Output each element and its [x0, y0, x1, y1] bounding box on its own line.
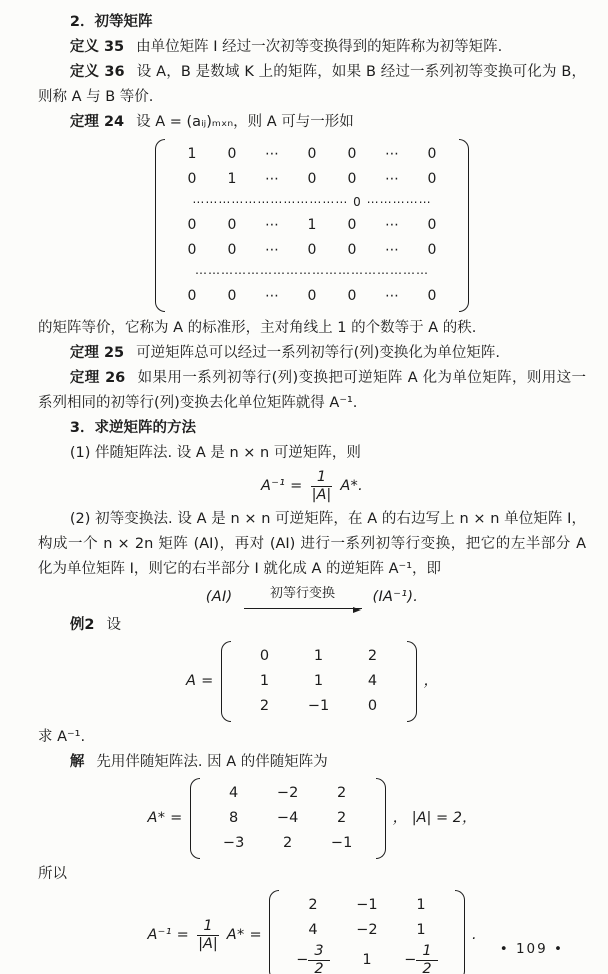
- adjoint-formula-lhs: A⁻¹ =: [260, 478, 303, 494]
- matrix-a-inverse: [269, 890, 465, 974]
- paragraph-theorem-24: [38, 110, 586, 135]
- page-number: • 109 •: [499, 941, 564, 957]
- paragraph-definition-35: [38, 35, 586, 60]
- right-parenthesis: [407, 641, 417, 722]
- arrow-label: 初等行变换: [270, 586, 336, 601]
- standard-form-matrix-body: 1 0 ⋯ 0 0 ⋯ 0 0 1 ⋯ 0 0 ⋯ 0 ⋯⋯⋯⋯⋯⋯⋯⋯⋯⋯⋯⋯ 0 ⋯⋯⋯⋯⋯ 0 0 ⋯ 1 0 ⋯ 0 0 0 ⋯ 0 0 ⋯ 0 ⋯⋯⋯⋯⋯⋯⋯⋯⋯⋯⋯⋯⋯⋯⋯⋯⋯⋯ 0 0 ⋯ 0 0 ⋯ 0: [187, 146, 437, 304]
- section-heading-elementary-matrices: 2．初等矩阵: [69, 14, 153, 30]
- paragraph-find-inverse: 求 A⁻¹.: [38, 729, 86, 745]
- left-parenthesis: [269, 890, 279, 974]
- fraction-one-over-det-a: [310, 469, 334, 504]
- definition-36-text: 设 A，B 是数域 K 上的矩阵，如果 B 经过一系列初等变换可化为 B，则称 A 与 B 等价.: [38, 64, 586, 105]
- right-parenthesis: [459, 139, 469, 312]
- inverse-tail: .: [471, 927, 477, 943]
- fraction-numerator: 1: [311, 469, 332, 487]
- paragraph-theorem-26: [38, 366, 586, 416]
- right-arrow-icon: [244, 602, 362, 609]
- standard-form-matrix-display: [38, 139, 586, 312]
- section-heading-inverse-methods: 3．求逆矩阵的方法: [69, 420, 196, 436]
- theorem-25-text: 可逆矩阵总可以经过一系列初等行(列)变换化为单位矩阵.: [136, 345, 501, 361]
- right-parenthesis: [376, 778, 386, 859]
- matrix-a-star: [190, 778, 386, 859]
- example-2-text: 设: [106, 617, 121, 633]
- matrix-a-inverse-body: 2 −1 1 4 −2 1 − $\frac{3}{2}$ 1 − $\frac{1}{2}$: [282, 890, 452, 974]
- solution-label: 解: [69, 754, 85, 770]
- elementary-transform-arrow-formula: [38, 585, 586, 610]
- adjugate-tail-determinant: ， |A| = 2，: [392, 810, 477, 826]
- matrix-a: [221, 641, 417, 722]
- paragraph-example-2: [38, 613, 586, 638]
- adjoint-inverse-formula: [38, 469, 586, 504]
- paragraph-after-matrix: 的矩阵等价，它称为 A 的标准形，主对角线上 1 的个数等于 A 的秩.: [38, 320, 477, 336]
- paragraph-therefore: 所以: [38, 866, 67, 882]
- fraction-denominator: |A|: [198, 936, 218, 952]
- paragraph-solution: [38, 750, 586, 775]
- fraction-numerator: 1: [197, 918, 218, 936]
- adjugate-matrix-equation: [38, 778, 586, 859]
- fraction-one-over-det-a: [196, 918, 220, 953]
- inverse-mid: A* =: [226, 927, 262, 943]
- fraction-denominator: |A|: [311, 487, 332, 503]
- theorem-24-label: 定理 24: [69, 114, 125, 130]
- paragraph-definition-36: [38, 60, 586, 110]
- definition-35-text: 由单位矩阵 I 经过一次初等变换得到的矩阵称为初等矩阵.: [136, 39, 503, 55]
- theorem-26-text: 如果用一系列初等行(列)变换把可逆矩阵 A 化为单位矩阵，则用这一系列相同的初等行(列)变换去化单位矩阵就得 A⁻¹.: [38, 370, 587, 411]
- theorem-24-text: 设 A = (aᵢⱼ)ₘₓₙ，则 A 可与一形如: [136, 114, 354, 130]
- standard-form-matrix: [155, 139, 469, 312]
- solution-text: 先用伴随矩阵法. 因 A 的伴随矩阵为: [96, 754, 328, 770]
- matrix-a-star-body: 4 −2 2 8 −4 2 −3 2 −1: [222, 785, 353, 851]
- definition-35-label: 定义 35: [69, 39, 125, 55]
- left-parenthesis: [190, 778, 200, 859]
- matrix-a-equation: [38, 641, 586, 722]
- right-parenthesis: [455, 890, 465, 974]
- arrow-formula-lhs: (AI): [205, 589, 233, 605]
- paragraph-method-2: (2) 初等变换法. 设 A 是 n × n 可逆矩阵，在 A 的右边写上 n × n 单位矩阵 I，构成一个 n × 2n 矩阵 (AI)，再对 (AI) 进行一系列初等行变换，把它的左半部分 A 化为单位矩阵 I，则它的右半部分 I 就化成 A 的逆矩阵 A⁻¹，即: [38, 511, 586, 577]
- paragraph-method-1: (1) 伴随矩阵法. 设 A 是 n × n 可逆矩阵，则: [69, 445, 361, 461]
- inverse-lhs: A⁻¹ =: [147, 927, 190, 943]
- row-transform-arrow: [244, 586, 362, 609]
- definition-36-label: 定义 36: [69, 64, 125, 80]
- matrix-a-body: 0 1 2 1 1 4 2 −1 0: [259, 648, 378, 714]
- example-2-label: 例2: [69, 617, 95, 633]
- left-parenthesis: [155, 139, 165, 312]
- adjoint-formula-rhs: A*.: [340, 478, 364, 494]
- theorem-26-label: 定理 26: [69, 370, 126, 386]
- arrow-formula-rhs: (IA⁻¹).: [372, 589, 419, 605]
- paragraph-theorem-25: [38, 341, 586, 366]
- matrix-a-tail: ，: [423, 673, 439, 689]
- adjugate-lhs: A* =: [147, 810, 183, 826]
- theorem-25-label: 定理 25: [69, 345, 125, 361]
- matrix-a-lhs: A =: [185, 673, 214, 689]
- left-parenthesis: [221, 641, 231, 722]
